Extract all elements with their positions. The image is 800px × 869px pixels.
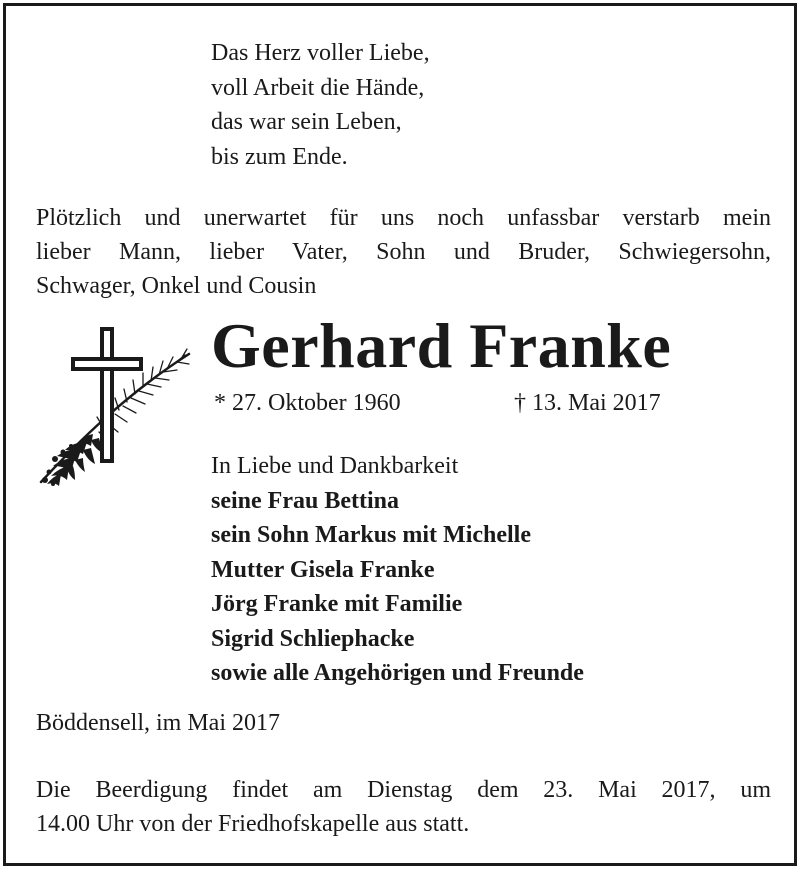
- place-date: Böddensell, im Mai 2017: [36, 710, 280, 736]
- life-dates: [214, 386, 661, 420]
- poem-line: voll Arbeit die Hände,: [211, 74, 425, 101]
- poem-line: bis zum Ende.: [211, 143, 348, 170]
- poem-line: das war sein Leben,: [211, 109, 402, 135]
- poem: [211, 36, 430, 174]
- funeral-line: Die Beerdigung findet am Dienstag dem 23. Mai 2017, um: [36, 777, 771, 803]
- mourner-name: sowie alle Angehörigen und Freunde: [211, 660, 584, 686]
- birth-date: * 27. Oktober 1960: [214, 390, 401, 416]
- funeral-info: [36, 773, 771, 841]
- mourners-list: [211, 449, 584, 691]
- mourner-name: Mutter Gisela Franke: [211, 556, 435, 583]
- intro-text: [36, 201, 771, 303]
- mourner-name: sein Sohn Markus mit Michelle: [211, 522, 532, 548]
- mourner-name: seine Frau Bettina: [211, 487, 399, 514]
- death-date: † 13. Mai 2017: [514, 390, 661, 416]
- cross-with-palm-branch-icon: [31, 324, 196, 489]
- mourner-name: Sigrid Schliephacke: [211, 625, 415, 652]
- poem-line: Das Herz voller Liebe,: [211, 40, 430, 66]
- funeral-line: 14.00 Uhr von der Friedhofskapelle aus statt.: [36, 811, 470, 837]
- mourners-intro: In Liebe und Dankbarkeit: [211, 453, 459, 479]
- intro-line: lieber Mann, lieber Vater, Sohn und Bruder, Schwiegersohn,: [36, 239, 771, 265]
- deceased-name: Gerhard Franke: [211, 310, 672, 381]
- mourner-name: Jörg Franke mit Familie: [211, 591, 463, 617]
- intro-line: Plötzlich und unerwartet für uns noch unfassbar verstarb mein: [36, 205, 771, 231]
- obituary-notice: [3, 3, 797, 866]
- intro-line: Schwager, Onkel und Cousin: [36, 273, 317, 299]
